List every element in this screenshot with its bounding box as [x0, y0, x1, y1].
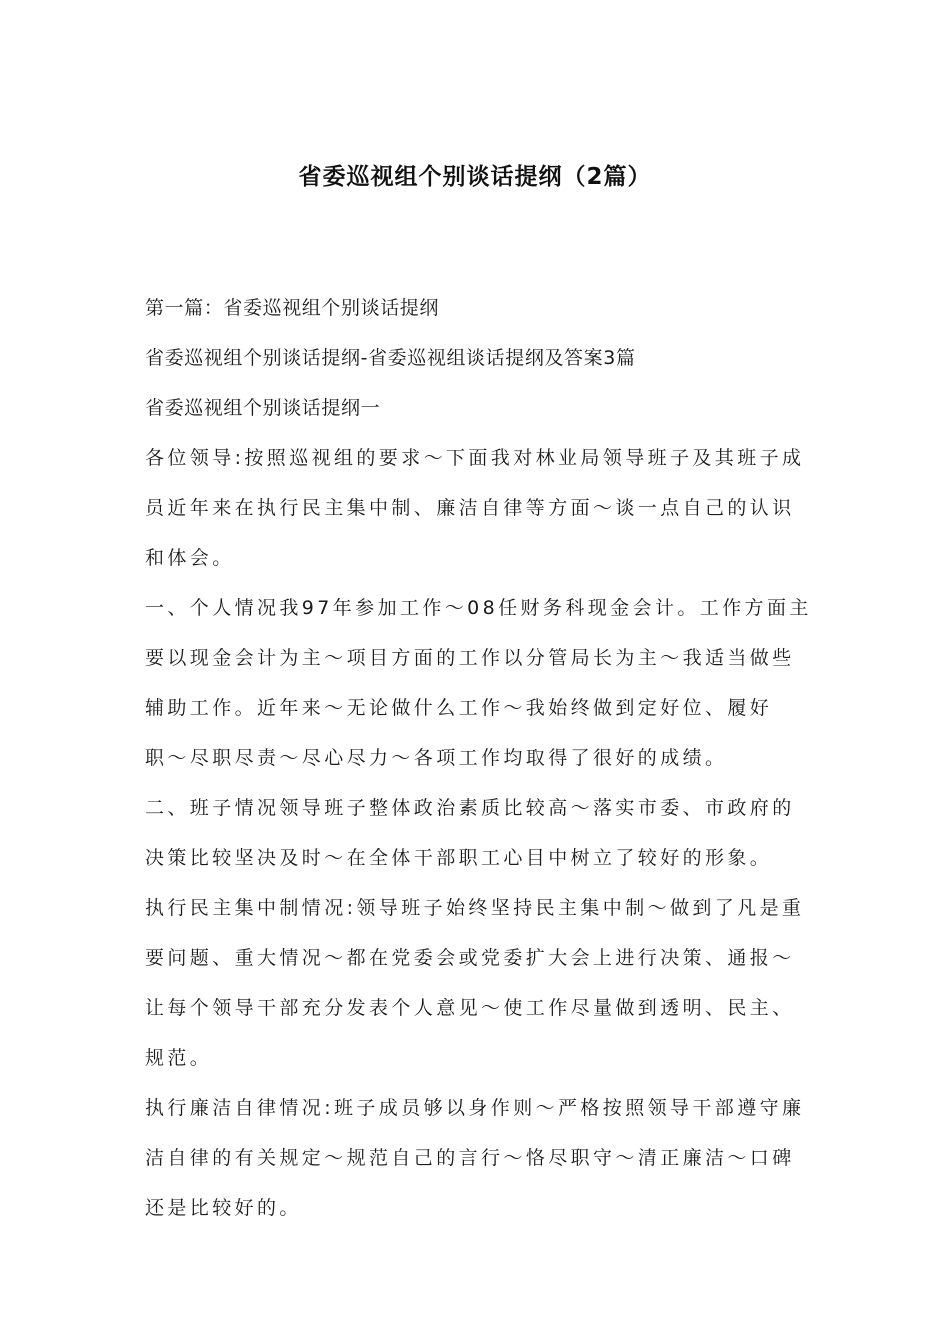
paragraph-line: 决策比较坚决及时～在全体干部职工心目中树立了较好的形象。: [145, 847, 773, 869]
paragraph-line: 还是比较好的。: [145, 1197, 302, 1219]
paragraph-line: 辅助工作。近年来～无论做什么工作～我始终做到定好位、履好: [145, 697, 773, 719]
paragraph-line: 员近年来在执行民主集中制、廉洁自律等方面～谈一点自己的认识: [145, 497, 795, 519]
paragraph-line: 洁自律的有关规定～规范自己的言行～恪尽职守～清正廉洁～口碑: [145, 1147, 795, 1169]
paragraph-line: 规范。: [145, 1047, 213, 1069]
document-body: [145, 283, 810, 1233]
paragraph-line: 二、班子情况领导班子整体政治素质比较高～落实市委、市政府的: [145, 797, 795, 819]
paragraph-line: 要问题、重大情况～都在党委会或党委扩大会上进行决策、通报～: [145, 947, 795, 969]
section-heading: 第一篇：省委巡视组个别谈话提纲: [145, 297, 440, 319]
subtitle-line: 省委巡视组个别谈话提纲-省委巡视组谈话提纲及答案3篇: [145, 347, 636, 369]
paragraph-line: 让每个领导干部充分发表个人意见～使工作尽量做到透明、民主、: [145, 997, 795, 1019]
paragraph-line: 执行廉洁自律情况:班子成员够以身作则～严格按照领导干部遵守廉: [145, 1097, 805, 1119]
paragraph-line: 各位领导:按照巡视组的要求～下面我对林业局领导班子及其班子成: [145, 447, 805, 469]
paragraph-line: 一、个人情况我97年参加工作～08任财务科现金会计。工作方面主: [145, 597, 812, 619]
document-title: 省委巡视组个别谈话提纲（2篇）: [298, 164, 652, 190]
paragraph-line: 和体会。: [145, 547, 235, 569]
paragraph-line: 职～尽职尽责～尽心尽力～各项工作均取得了很好的成绩。: [145, 747, 728, 769]
subheading-line: 省委巡视组个别谈话提纲一: [145, 397, 381, 419]
paragraph-line: 执行民主集中制情况:领导班子始终坚持民主集中制～做到了凡是重: [145, 897, 805, 919]
paragraph-line: 要以现金会计为主～项目方面的工作以分管局长为主～我适当做些: [145, 647, 795, 669]
